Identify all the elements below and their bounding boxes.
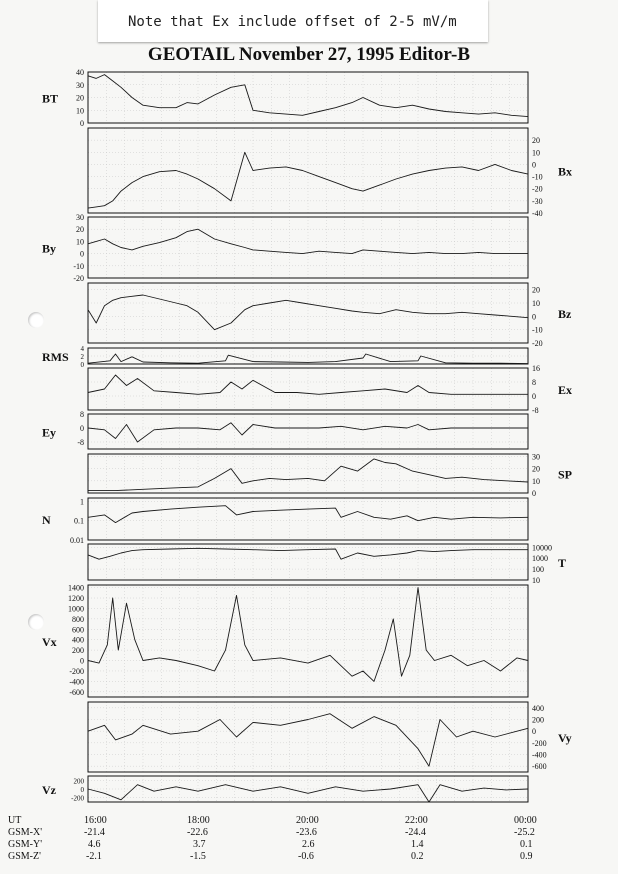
footer-gsm-x-4: -25.2: [514, 827, 535, 838]
y-tick-label: -200: [69, 666, 84, 676]
y-tick-label: 30: [532, 452, 540, 462]
panel-bt: [42, 68, 528, 128]
panel-label-ey: Ey: [42, 425, 57, 440]
footer-gsm-x-1: -22.6: [187, 827, 208, 838]
series-line-rms: [88, 354, 528, 364]
y-tick-label: 10: [532, 476, 540, 486]
y-tick-label: 0.01: [70, 536, 84, 545]
panel-frame: [88, 414, 528, 449]
note-text: Note that Ex include offset of 2-5 mV/m: [128, 14, 457, 30]
y-tick-label: 4: [80, 345, 84, 353]
y-tick-label: -30: [532, 196, 543, 206]
panel-label-vx: Vx: [42, 635, 57, 649]
y-tick-label: 0: [532, 392, 536, 401]
panel-label-vz: Vz: [42, 783, 56, 797]
footer-gsm-y-2: 2.6: [302, 839, 315, 850]
panel-frame: [88, 702, 528, 772]
panel-label-t: T: [558, 556, 567, 570]
y-tick-label: 0: [80, 424, 84, 433]
y-tick-label: 10: [532, 148, 540, 158]
series-line-n: [88, 506, 528, 523]
y-tick-label: 8: [532, 378, 536, 387]
footer-gsm-y-4: 0.1: [520, 839, 533, 850]
footer-gsm-x-0: -21.4: [84, 827, 105, 838]
footer-label-ut: UT: [8, 815, 22, 826]
y-tick-label: -10: [73, 261, 84, 271]
panel-label-vy: Vy: [558, 731, 572, 745]
footer-label-gsm-y: GSM-Y': [8, 839, 43, 850]
panel-bx: [88, 128, 572, 218]
series-line-vz: [88, 785, 528, 802]
y-tick-label: -600: [69, 687, 84, 697]
y-tick-label: 400: [72, 635, 84, 645]
y-tick-label: 0.1: [74, 516, 84, 526]
footer-gsm-z-1: -1.5: [190, 851, 206, 862]
y-tick-label: 2: [80, 353, 84, 361]
footer-gsm-z-0: -2.1: [86, 851, 102, 862]
y-tick-label: 10: [76, 106, 84, 116]
footer-gsm-x-2: -23.6: [296, 827, 317, 838]
y-tick-label: 100: [532, 565, 544, 575]
y-tick-label: 0: [80, 656, 84, 666]
y-tick-label: 0: [80, 249, 84, 259]
page-title: GEOTAIL November 27, 1995 Editor-B: [147, 44, 471, 65]
y-tick-label: -600: [532, 762, 547, 772]
y-tick-label: 1: [80, 497, 84, 507]
footer-ut-3: 22:00: [405, 815, 428, 826]
panel-label-rms: RMS: [42, 350, 69, 364]
y-tick-label: 0: [80, 361, 84, 369]
y-tick-label: 0: [532, 489, 536, 498]
y-tick-label: 40: [76, 68, 84, 77]
y-tick-label: 1000: [68, 604, 84, 614]
series-line-bx: [88, 152, 528, 208]
y-tick-label: 10: [532, 576, 540, 585]
y-tick-label: -10: [532, 172, 543, 182]
panel-label-n: N: [42, 513, 51, 527]
y-tick-label: -8: [77, 438, 84, 447]
y-tick-label: 1200: [68, 594, 84, 604]
y-tick-label: 10: [76, 237, 84, 247]
series-line-vy: [88, 714, 528, 767]
y-tick-label: 16: [532, 364, 540, 373]
footer-gsm-y-0: 4.6: [88, 839, 101, 850]
panel-by: [42, 213, 528, 283]
footer-ut-2: 20:00: [296, 815, 319, 826]
y-tick-label: 30: [76, 80, 84, 90]
panel-t: [88, 543, 566, 585]
panel-vz: [42, 776, 528, 803]
footer-ut-1: 18:00: [187, 815, 210, 826]
y-tick-label: 20: [532, 285, 540, 295]
y-tick-label: -200: [71, 794, 84, 803]
footer-label-gsm-x: GSM-X': [8, 827, 43, 838]
panel-label-ex: Ex: [558, 383, 573, 397]
y-tick-label: 0: [532, 727, 536, 737]
y-tick-label: 20: [76, 225, 84, 235]
footer-gsm-z-2: -0.6: [298, 851, 314, 862]
panel-label-bz: Bz: [558, 307, 572, 321]
series-line-vx: [88, 588, 528, 682]
footer-gsm-x-3: -24.4: [405, 827, 426, 838]
series-line-bz: [88, 295, 528, 330]
footer-gsm-z-4: 0.9: [520, 851, 533, 862]
y-tick-label: -40: [532, 209, 543, 218]
panel-vy: [88, 702, 572, 772]
panel-vx: [42, 584, 528, 697]
y-tick-label: -400: [69, 677, 84, 687]
panel-ex: [88, 364, 572, 415]
y-tick-label: 800: [72, 614, 84, 624]
y-tick-label: 20: [76, 93, 84, 103]
panel-label-sp: SP: [558, 467, 573, 482]
y-tick-label: 600: [72, 625, 84, 635]
y-tick-label: 10: [532, 299, 540, 308]
y-tick-label: -200: [532, 738, 547, 748]
y-tick-label: -10: [532, 325, 543, 335]
panel-n: [42, 497, 528, 545]
y-tick-label: 1000: [532, 554, 548, 564]
y-tick-label: 0: [80, 786, 84, 794]
y-tick-label: 0: [80, 119, 84, 128]
panel-rms: [42, 345, 528, 369]
panel-bz: [88, 283, 572, 348]
footer-gsm-y-1: 3.7: [193, 839, 206, 850]
footer-ut-4: 00:00: [514, 815, 537, 826]
y-tick-label: -20: [532, 184, 543, 194]
panel-sp: [88, 452, 572, 498]
panel-label-by: By: [42, 241, 57, 256]
panel-frame: [88, 585, 528, 697]
footer-gsm-y-3: 1.4: [411, 839, 424, 850]
y-tick-label: 0: [532, 160, 536, 170]
y-tick-label: 200: [72, 646, 84, 656]
footer-ut-0: 16:00: [84, 815, 107, 826]
y-tick-label: 400: [532, 703, 544, 713]
y-tick-label: 10000: [532, 543, 552, 553]
panel-label-bx: Bx: [558, 164, 573, 179]
y-tick-label: 200: [532, 715, 544, 725]
y-tick-label: 30: [76, 213, 84, 222]
y-tick-label: -20: [73, 274, 84, 283]
y-tick-label: 200: [73, 777, 84, 786]
footer-label-gsm-z: GSM-Z': [8, 851, 41, 862]
y-tick-label: 20: [532, 136, 540, 146]
y-tick-label: -20: [532, 339, 543, 348]
y-tick-label: -8: [532, 406, 539, 415]
panel-label-bt: BT: [42, 91, 59, 106]
y-tick-label: 0: [532, 312, 536, 322]
y-tick-label: 1400: [68, 583, 84, 593]
y-tick-label: 20: [532, 464, 540, 474]
y-tick-label: -400: [532, 750, 547, 760]
y-tick-label: 8: [80, 410, 84, 419]
footer-gsm-z-3: 0.2: [411, 851, 424, 862]
panel-ey: [42, 410, 528, 449]
